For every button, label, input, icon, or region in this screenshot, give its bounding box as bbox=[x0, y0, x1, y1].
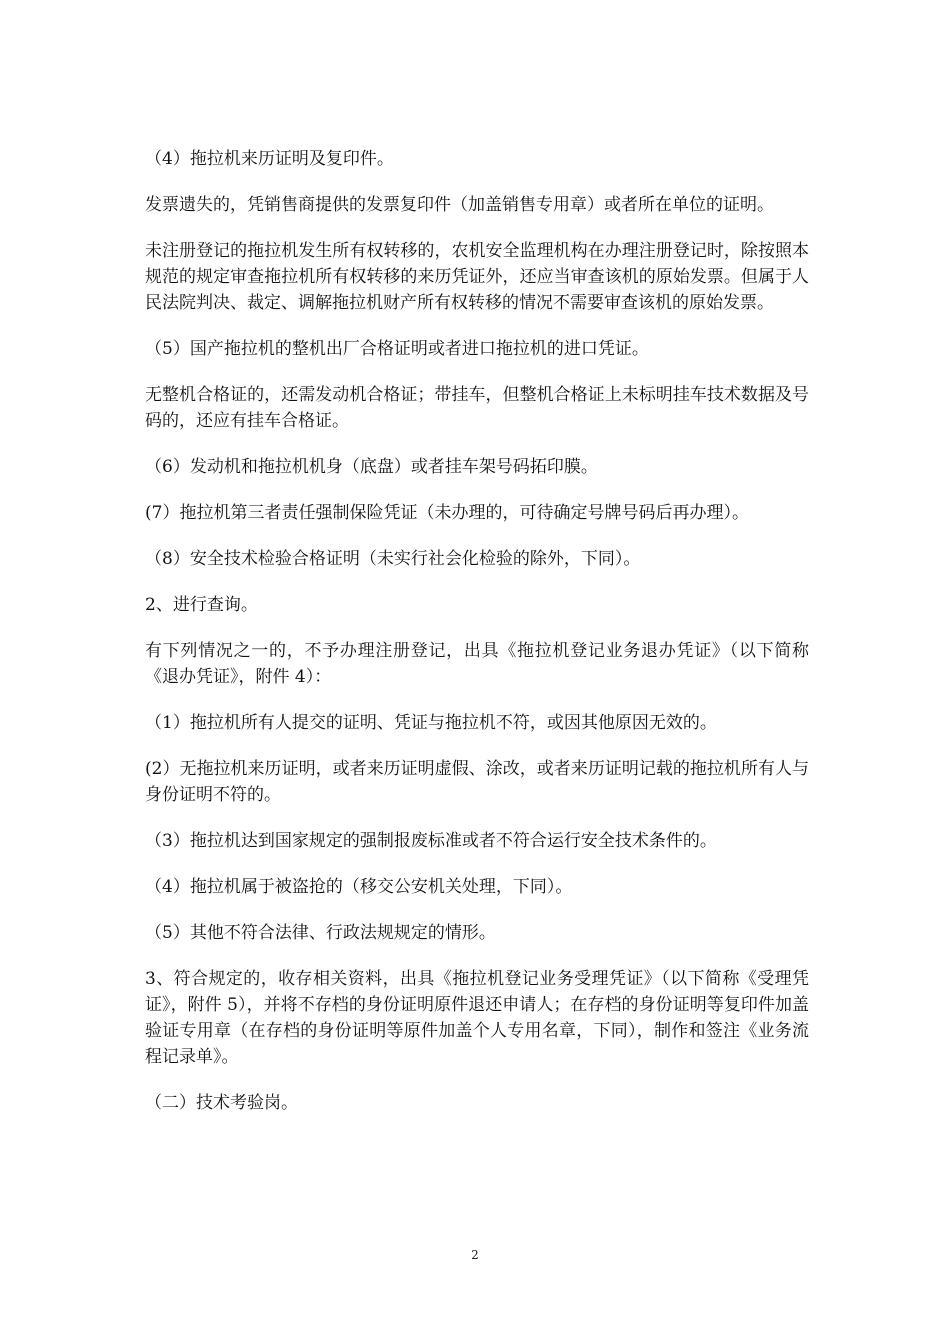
paragraph-item-4-history-proof: （4）拖拉机来历证明及复印件。 bbox=[145, 149, 394, 169]
paragraph-no-certificate: 无整机合格证的，还需发动机合格证；带挂车，但整机合格证上未标明挂车技术数据及号码的，还应有挂车合格证。 bbox=[145, 385, 809, 431]
paragraph-step-2-query: 2、进行查询。 bbox=[145, 595, 258, 615]
paragraph-refusal-3: （3）拖拉机达到国家规定的强制报废标准或者不符合运行安全技术条件的。 bbox=[145, 831, 717, 851]
paragraph-section-2-heading: （二）技术考验岗。 bbox=[145, 1093, 298, 1113]
paragraph-unregistered-transfer: 未注册登记的拖拉机发生所有权转移的，农机安全监理机构在办理注册登记时，除按照本规范的规定审查拖拉机所有权转移的来历凭证外，还应当审查该机的原始发票。但属于人民法院判决、裁定、调解拖拉机财产所有权转移的情况不需要审查该机的原始发票。 bbox=[145, 241, 809, 313]
paragraph-refusal-2: (2）无拖拉机来历证明，或者来历证明虚假、涂改，或者来历证明记载的拖拉机所有人与身份证明不符的。 bbox=[145, 759, 809, 805]
paragraph-item-5-certificate: （5）国产拖拉机的整机出厂合格证明或者进口拖拉机的进口凭证。 bbox=[145, 339, 649, 359]
paragraph-refusal-4: （4）拖拉机属于被盗抢的（移交公安机关处理，下同）。 bbox=[145, 877, 573, 897]
page-number: 2 bbox=[471, 1248, 479, 1262]
page-body bbox=[145, 146, 809, 1136]
paragraph-refusal-5: （5）其他不符合法律、行政法规规定的情形。 bbox=[145, 923, 496, 943]
paragraph-invoice-lost: 发票遗失的，凭销售商提供的发票复印件（加盖销售专用章）或者所在单位的证明。 bbox=[145, 195, 774, 215]
paragraph-refusal-conditions: 有下列情况之一的，不予办理注册登记，出具《拖拉机登记业务退办凭证》（以下简称《退办凭证》，附件 4）： bbox=[145, 641, 809, 687]
paragraph-item-7-insurance: (7）拖拉机第三者责任强制保险凭证（未办理的，可待确定号牌号码后再办理）。 bbox=[145, 503, 749, 523]
paragraph-item-8-inspection: （8）安全技术检验合格证明（未实行社会化检验的除外，下同）。 bbox=[145, 549, 641, 569]
paragraph-step-3-accept: 3、符合规定的，收存相关资料，出具《拖拉机登记业务受理凭证》（以下简称《受理凭证》，附件 5），并将不存档的身份证明原件退还申请人；在存档的身份证明等复印件加盖验证专用章（在存档的身份证明等原件加盖个人专用名章，下同），制作和签注《业务流程记录单》。 bbox=[145, 969, 809, 1067]
paragraph-refusal-1: （1）拖拉机所有人提交的证明、凭证与拖拉机不符，或因其他原因无效的。 bbox=[145, 713, 717, 733]
paragraph-item-6-rubbing: （6）发动机和拖拉机机身（底盘）或者挂车架号码拓印膜。 bbox=[145, 457, 598, 477]
